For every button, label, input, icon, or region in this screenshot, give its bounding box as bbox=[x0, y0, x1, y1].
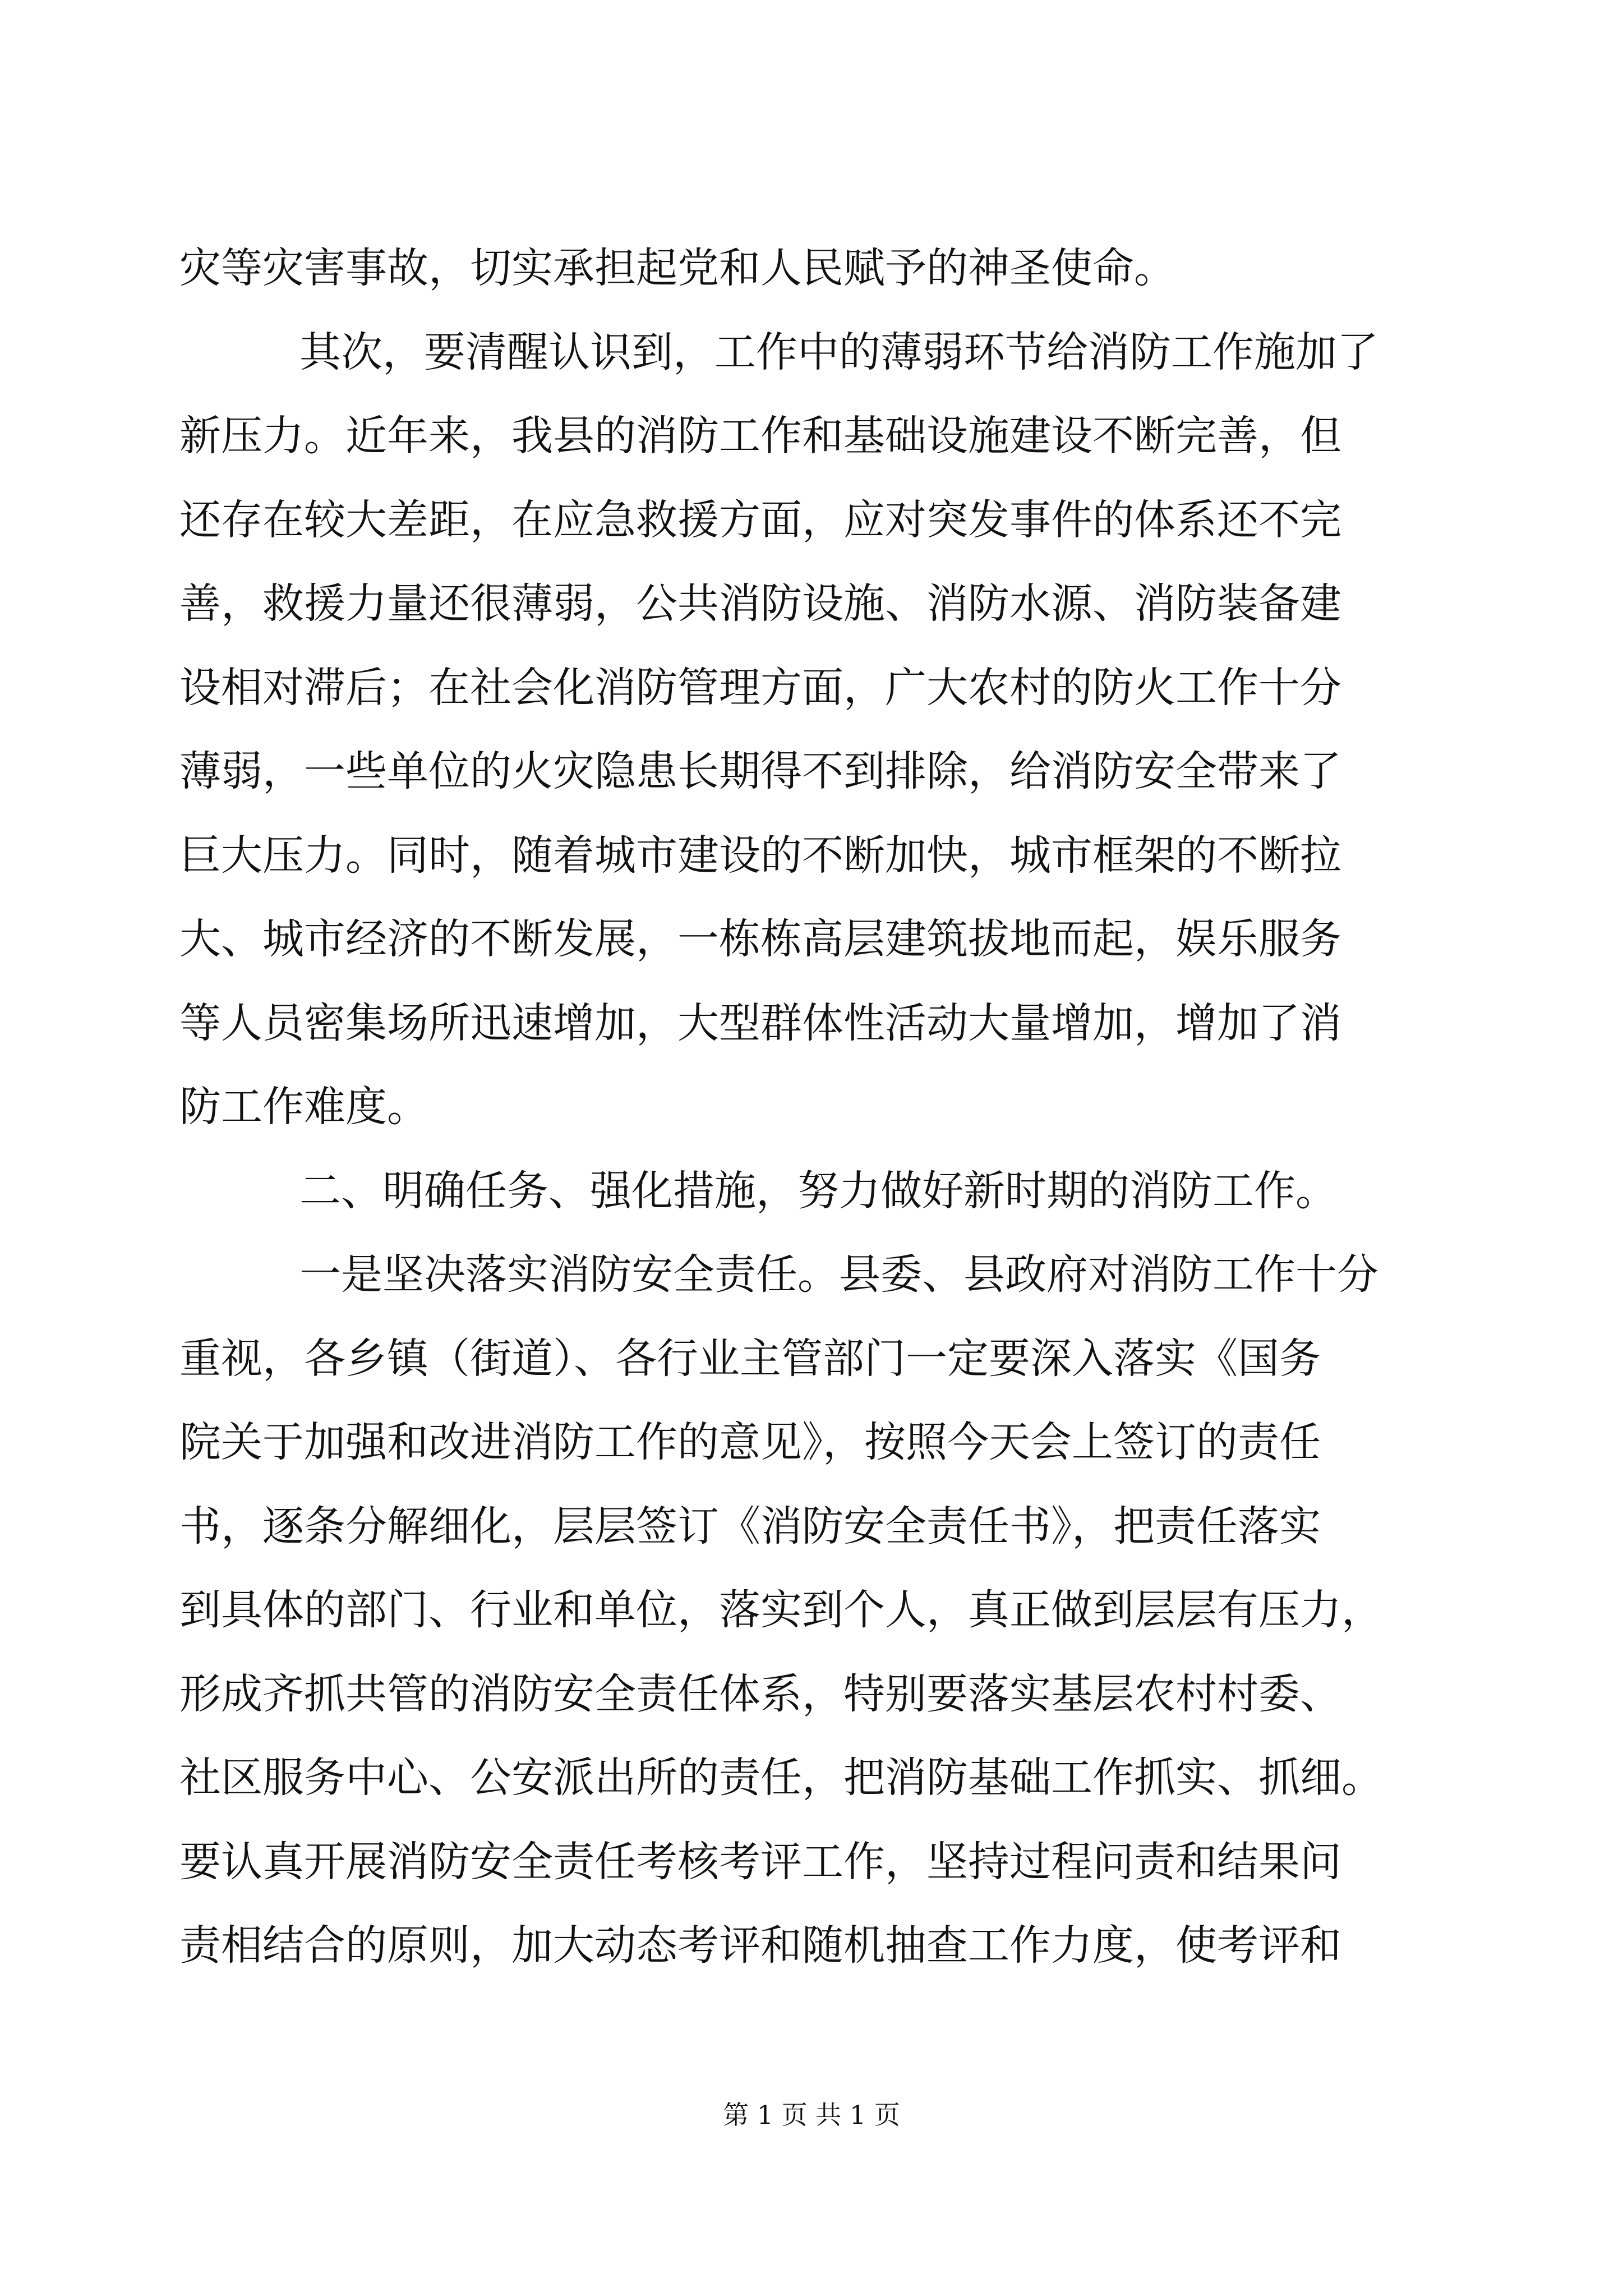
text-line: 要认真开展消防安全责任考核考评工作，坚持过程问责和结果问 bbox=[179, 1838, 1341, 1886]
text-line: 重视，各乡镇（街道）、各行业主管部门一定要深入落实《国务 bbox=[179, 1335, 1321, 1383]
text-line: 一是坚决落实消防安全责任。县委、县政府对消防工作十分 bbox=[299, 1250, 1378, 1299]
section-heading: 二、明确任务、强化措施，努力做好新时期的消防工作。 bbox=[299, 1167, 1337, 1215]
text-line: 等人员密集场所迅速增加，大型群体性活动大量增加，增加了消 bbox=[179, 999, 1341, 1047]
text-line: 新压力。近年来，我县的消防工作和基础设施建设不断完善，但 bbox=[179, 412, 1341, 460]
text-line: 薄弱，一些单位的火灾隐患长期得不到排除，给消防安全带来了 bbox=[179, 747, 1341, 795]
text-line: 灾等灾害事故，切实承担起党和人民赋予的神圣使命。 bbox=[179, 244, 1175, 292]
text-line: 形成齐抓共管的消防安全责任体系，特别要落实基层农村村委、 bbox=[179, 1670, 1341, 1718]
text-line: 书，逐条分解细化，层层签订《消防安全责任书》，把责任落实 bbox=[179, 1502, 1321, 1550]
text-line: 社区服务中心、公安派出所的责任，把消防基础工作抓实、抓细。 bbox=[179, 1754, 1383, 1802]
text-line: 责相结合的原则，加大动态考评和随机抽查工作力度，使考评和 bbox=[179, 1921, 1341, 1970]
text-line: 其次，要清醒认识到，工作中的薄弱环节给消防工作施加了 bbox=[299, 328, 1378, 376]
text-line: 设相对滞后；在社会化消防管理方面，广大农村的防火工作十分 bbox=[179, 664, 1341, 712]
text-line: 善，救援力量还很薄弱，公共消防设施、消防水源、消防装备建 bbox=[179, 579, 1341, 628]
text-line: 巨大压力。同时，随着城市建设的不断加快，城市框架的不断拉 bbox=[179, 831, 1341, 880]
text-line: 到具体的部门、行业和单位，落实到个人，真正做到层层有压力， bbox=[179, 1586, 1383, 1634]
text-line: 大、城市经济的不断发展，一栋栋高层建筑拔地而起，娱乐服务 bbox=[179, 915, 1341, 963]
text-line: 还存在较大差距，在应急救援方面，应对突发事件的体系还不完 bbox=[179, 496, 1341, 544]
text-line: 院关于加强和改进消防工作的意见》，按照今天会上签订的责任 bbox=[179, 1418, 1321, 1466]
page-footer: 第 1 页 共 1 页 bbox=[723, 2100, 900, 2130]
text-line: 防工作难度。 bbox=[179, 1083, 428, 1131]
